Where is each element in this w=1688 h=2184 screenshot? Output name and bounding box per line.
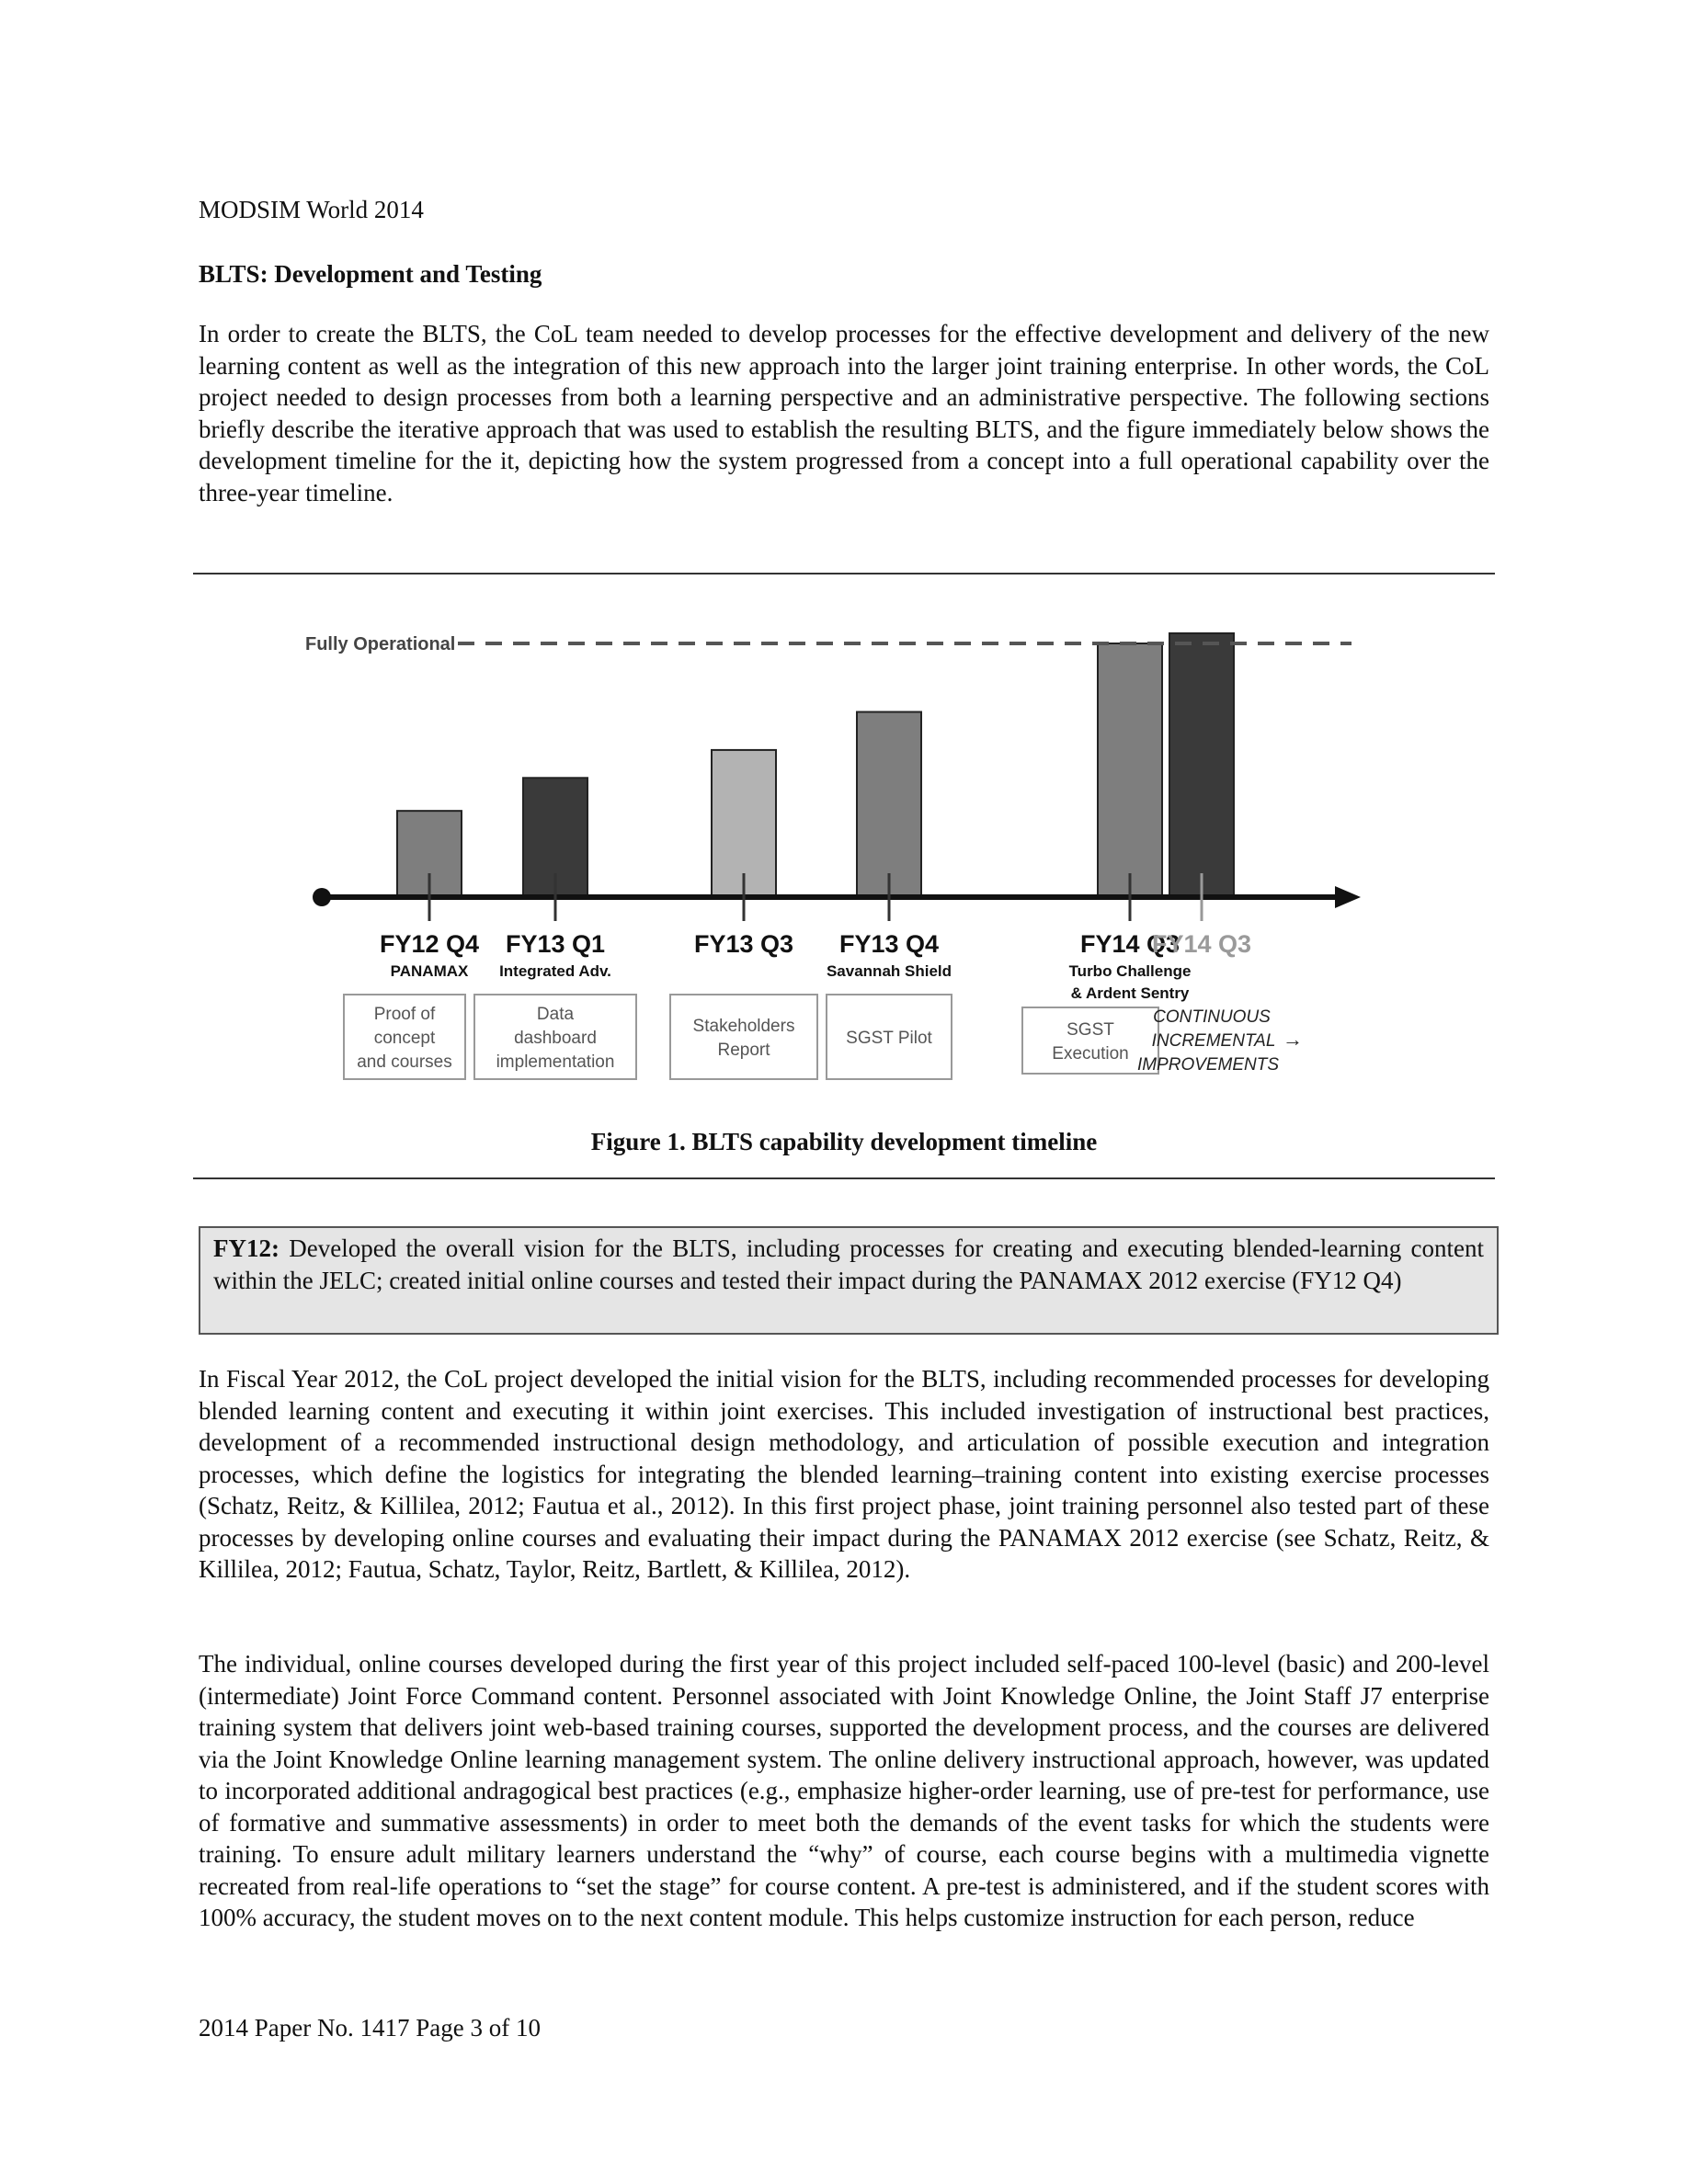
milestone-box-3 <box>670 995 817 1079</box>
fy12-callout-box <box>199 1226 1499 1335</box>
figure-caption: Figure 1. BLTS capability development timeline <box>590 1128 1098 1155</box>
milestone-text-5: SGST <box>1066 1020 1114 1040</box>
courses-paragraph: The individual, online courses developed during the first year of this project included self-paced 100-level (basic) and 200-level (intermediate) Joint Force Command content. Personnel associated with Joint Knowledge Online, the Joint Staff J7 enterprise training system that delivers joint web-based training courses, supported the development process, and the courses are delivered via the Joint Knowledge Online learning management system. The online delivery instructional approach, however, was updated to incorporated additional andragogical best practices (e.g., emphasize higher-order learning, use of pre-test for performance, use of formative and summative assessments) in order to meet both the demands of the event tasks for which the students were training. To ensure adult military learners understand the “why” of course, each course begins with a multimedia vignette recreated from real-life operations to “set the stage” for course content. A pre-test is administered, and if the student scores with 100% accuracy, the student moves on to the next content module. This helps customize instruction for each person, reduce <box>199 1650 1489 1931</box>
timeline-chart <box>285 618 1407 1096</box>
category-label-6: FY14 Q3 <box>1151 930 1252 958</box>
continuous-improvements-text: CONTINUOUS <box>1153 1007 1271 1027</box>
figure-top-rule <box>193 573 1495 574</box>
figure-bottom-rule <box>193 1177 1495 1179</box>
fully-operational-label: Fully Operational <box>305 634 456 654</box>
milestone-text-2: dashboard <box>514 1029 597 1048</box>
milestone-text-5: Execution <box>1052 1044 1129 1064</box>
timeline-start-dot <box>313 888 331 906</box>
milestone-text-1: concept <box>373 1029 436 1048</box>
section-heading: BLTS: Development and Testing <box>199 260 542 288</box>
page-footer: 2014 Paper No. 1417 Page 3 of 10 <box>199 2014 541 2042</box>
milestone-text-1: Proof of <box>373 1005 436 1024</box>
fy12-callout-text <box>213 1228 1484 1296</box>
exercise-label-5: & Ardent Sentry <box>1070 984 1190 1002</box>
milestone-text-3: Stakeholders <box>692 1017 795 1036</box>
timeline-figure <box>285 618 1407 1096</box>
milestone-text-4: SGST Pilot <box>846 1029 932 1048</box>
category-label-3: FY13 Q3 <box>693 930 794 958</box>
bar-4 <box>857 712 921 897</box>
exercise-label-1: PANAMAX <box>390 962 469 980</box>
fy12-detail-paragraph: In Fiscal Year 2012, the CoL project developed the initial vision for the BLTS, including recommended processes for developing blended learning content and executing it within joint exercises. This included investigation of instructional best practices, development of a recommended instructional design methodology, and articulation of possible execution and integration processes, which define the logistics for integrating the blended learning–training content into existing exercise processes (Schatz, Reitz, & Killilea, 2012; Fautua et al., 2012). In this first project phase, joint training personnel also tested part of these processes by developing online courses and evaluating their impact during the PANAMAX 2012 exercise (see Schatz, Reitz, & Killilea, 2012; Fautua, Schatz, Taylor, Reitz, Bartlett, & Killilea, 2012). <box>199 1365 1489 1583</box>
fy12-callout-label: FY12: <box>213 1234 279 1262</box>
milestone-text-2: Data <box>536 1005 575 1024</box>
running-header: MODSIM World 2014 <box>199 196 424 223</box>
continuous-improvements-text: INCREMENTAL <box>1151 1031 1276 1051</box>
milestone-text-2: implementation <box>496 1052 615 1072</box>
intro-paragraph: In order to create the BLTS, the CoL team needed to develop processes for the effective development and delivery of the new learning content as well as the integration of this new approach into the larger joint training enterprise. In other words, the CoL project needed to design processes from both a learning perspective and an administrative perspective. The following sections briefly describe the iterative approach that was used to establish the resulting BLTS, and the figure immediately below shows the development timeline for the it, depicting how the system progressed from a concept into a full operational capability over the three-year timeline. <box>199 320 1489 506</box>
exercise-label-2: Integrated Adv. <box>499 962 611 980</box>
timeline-arrowhead <box>1335 886 1361 908</box>
exercise-label-4: Savannah Shield <box>826 962 952 980</box>
bar-6 <box>1169 633 1234 897</box>
category-label-5: FY14 Q3 <box>1079 930 1180 958</box>
category-label-1: FY12 Q4 <box>379 930 480 958</box>
bar-5 <box>1098 643 1162 897</box>
continuous-improvements-text: IMPROVEMENTS <box>1136 1055 1280 1075</box>
milestone-text-1: and courses <box>357 1052 452 1072</box>
exercise-label-5: Turbo Challenge <box>1068 962 1192 980</box>
category-label-4: FY13 Q4 <box>838 930 940 958</box>
milestone-text-3: Report <box>717 1041 770 1060</box>
continuous-arrow-icon: → <box>1283 1028 1303 1051</box>
fy12-callout-body: Developed the overall vision for the BLTS, including processes for creating and executing blended-learning content within the JELC; created initial online courses and tested their impact during the PANAMAX 2012 exercise (FY12 Q4) <box>213 1234 1484 1294</box>
category-label-2: FY13 Q1 <box>505 930 606 958</box>
